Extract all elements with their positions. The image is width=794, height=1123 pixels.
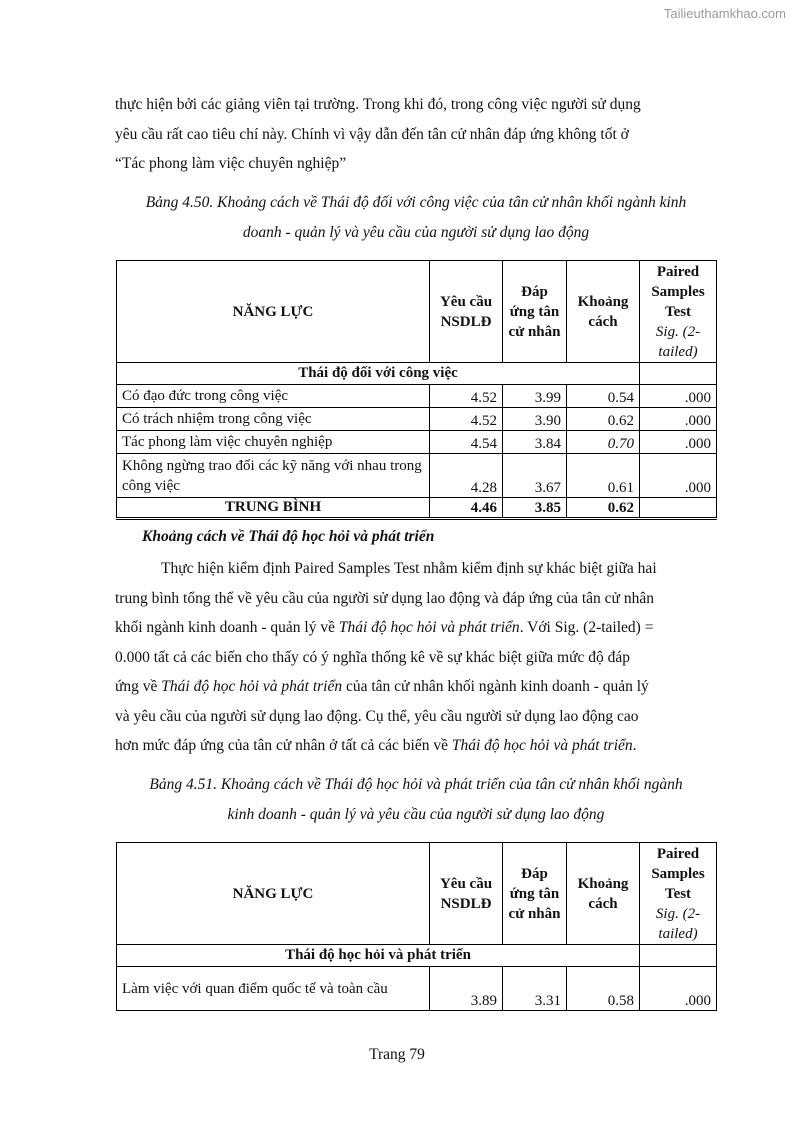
- caption-line: Bảng 4.51. Khoảng cách về Thái độ học hỏi và phát triển của tân cử nhân khối ngành: [149, 776, 683, 793]
- section-paragraph: [115, 554, 717, 761]
- row-khoangcach: 0.58: [567, 967, 640, 1011]
- table-row: [117, 967, 717, 1011]
- row-sig: .000: [640, 454, 717, 498]
- row-dapung: 3.90: [503, 408, 567, 431]
- header-dapung: Đáp ứng tân cử nhân: [503, 261, 567, 363]
- caption-line: doanh - quản lý và yêu cầu của người sử dụng lao động: [242, 224, 590, 241]
- group-label: Thái độ đối với công việc: [117, 363, 640, 385]
- text-run: khối ngành kinh doanh - quản lý về: [115, 619, 339, 636]
- intro-line: thực hiện bởi các giảng viên tại trường. Trong khi đó, trong công việc người sử dụng: [115, 96, 641, 113]
- row-name: Không ngừng trao đổi các kỹ năng với nhau trong công việc: [117, 454, 430, 498]
- italic-run: Thái độ học hỏi và phát triển: [161, 678, 343, 695]
- row-yeucau: 3.89: [430, 967, 503, 1011]
- table2-caption: [100, 770, 732, 830]
- row-sig: .000: [640, 408, 717, 431]
- table-row: [117, 408, 717, 431]
- empty-cell: [640, 945, 717, 967]
- table-header-row: [117, 843, 717, 945]
- row-name: Có trách nhiệm trong công việc: [117, 408, 430, 431]
- section-line: trung bình tổng thể về yêu cầu của người sử dụng lao động và đáp ứng của tân cử nhân: [115, 589, 654, 607]
- row-name: Có đạo đức trong công việc: [117, 385, 430, 408]
- row-khoangcach: 0.70: [567, 431, 640, 454]
- text-run: . Với Sig. (2-tailed) =: [519, 619, 654, 636]
- header-khoangcach: Khoảng cách: [567, 261, 640, 363]
- header-paired: [640, 261, 717, 363]
- table-header-row: [117, 261, 717, 363]
- row-name: Làm việc với quan điểm quốc tế và toàn cầu: [117, 967, 430, 1011]
- section-line: Thực hiện kiểm định Paired Samples Test nhằm kiểm định sự khác biệt giữa hai: [161, 560, 657, 577]
- table-row: [117, 454, 717, 498]
- header-nangluc: NĂNG LỰC: [117, 261, 430, 363]
- intro-line: “Tác phong làm việc chuyên nghiệp”: [115, 155, 347, 172]
- section-line: [115, 672, 717, 702]
- average-row: [117, 498, 717, 519]
- header-paired: [640, 843, 717, 945]
- caption-line: kinh doanh - quản lý và yêu cầu của người sử dụng lao động: [227, 806, 605, 823]
- header-sig: Sig. (2-tailed): [655, 323, 701, 360]
- table1: [116, 260, 717, 520]
- header-paired-label: Paired Samples Test: [651, 845, 705, 902]
- section-line: [115, 613, 717, 643]
- text-run: .: [632, 737, 637, 754]
- row-sig: .000: [640, 431, 717, 454]
- row-dapung: 3.99: [503, 385, 567, 408]
- page-number: Trang 79: [369, 1046, 425, 1063]
- row-yeucau: 4.52: [430, 385, 503, 408]
- header-yeucau: Yêu cầu NSDLĐ: [430, 843, 503, 945]
- group-row: [117, 945, 717, 967]
- row-yeucau: 4.52: [430, 408, 503, 431]
- row-khoangcach: 0.54: [567, 385, 640, 408]
- table-row: [117, 431, 717, 454]
- intro-line: yêu cầu rất cao tiêu chí này. Chính vì vậy dẫn đến tân cử nhân đáp ứng không tốt ở: [115, 125, 629, 143]
- avg-yeucau: 4.46: [430, 498, 503, 519]
- header-yeucau: Yêu cầu NSDLĐ: [430, 261, 503, 363]
- watermark: Tailieuthamkhao.com: [663, 6, 786, 21]
- empty-cell: [640, 498, 717, 519]
- header-dapung: Đáp ứng tân cử nhân: [503, 843, 567, 945]
- avg-label: TRUNG BÌNH: [117, 498, 430, 519]
- row-dapung: 3.31: [503, 967, 567, 1011]
- group-label: Thái độ học hỏi và phát triển: [117, 945, 640, 967]
- text-run: ứng về: [115, 678, 162, 695]
- section-line: 0.000 tất cả các biến cho thấy có ý nghĩa thống kê về sự khác biệt giữa mức độ đáp: [115, 648, 631, 666]
- caption-line: Bảng 4.50. Khoảng cách về Thái độ đối với công việc của tân cử nhân khối ngành kinh: [145, 194, 687, 211]
- section-line: và yêu cầu của người sử dụng lao động. Cụ thể, yêu cầu người sử dụng lao động cao: [115, 707, 639, 725]
- italic-run: Thái độ học hỏi và phát triển: [451, 737, 633, 754]
- table-row: [117, 385, 717, 408]
- row-dapung: 3.67: [503, 454, 567, 498]
- intro-paragraph: [115, 90, 717, 179]
- row-sig: .000: [640, 385, 717, 408]
- row-khoangcach: 0.61: [567, 454, 640, 498]
- text-run: của tân cử nhân khối ngành kinh doanh - quản lý: [342, 678, 649, 695]
- row-dapung: 3.84: [503, 431, 567, 454]
- text-run: hơn mức đáp ứng của tân cử nhân ở tất cả các biến về: [115, 737, 452, 754]
- header-sig: Sig. (2-tailed): [655, 905, 701, 942]
- header-paired-label: Paired Samples Test: [651, 263, 705, 320]
- empty-cell: [640, 363, 717, 385]
- header-nangluc: NĂNG LỰC: [117, 843, 430, 945]
- section-line: [115, 731, 717, 761]
- italic-run: Thái độ học hỏi và phát triển: [338, 619, 520, 636]
- row-name: Tác phong làm việc chuyên nghiệp: [117, 431, 430, 454]
- table1-caption: [100, 188, 732, 248]
- group-row: [117, 363, 717, 385]
- avg-dapung: 3.85: [503, 498, 567, 519]
- row-khoangcach: 0.62: [567, 408, 640, 431]
- row-yeucau: 4.28: [430, 454, 503, 498]
- row-sig: .000: [640, 967, 717, 1011]
- header-khoangcach: Khoảng cách: [567, 843, 640, 945]
- avg-khoangcach: 0.62: [567, 498, 640, 519]
- row-yeucau: 4.54: [430, 431, 503, 454]
- section-heading: Khoảng cách về Thái độ học hỏi và phát triển: [142, 528, 435, 545]
- table2: [116, 842, 717, 1011]
